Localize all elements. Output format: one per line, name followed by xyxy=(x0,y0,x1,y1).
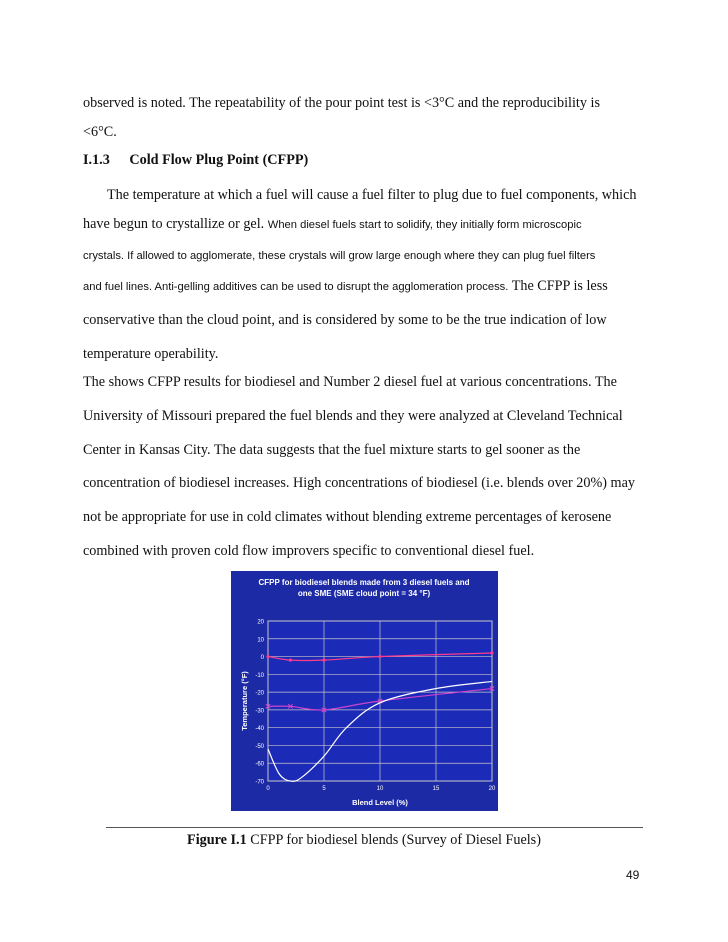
body-line-5-serif: have begun to crystallize or gel. xyxy=(83,216,265,232)
y-tick-label: -40 xyxy=(255,726,264,733)
body-line-5-sans: When diesel fuels start to solidify, they initially form microscopic xyxy=(267,219,582,231)
y-tick-label: -30 xyxy=(255,708,264,715)
series-1-point xyxy=(490,651,493,654)
x-tick-label: 20 xyxy=(488,786,496,792)
body-line-7-sans: and fuel lines. Anti-gelling additives can be used to disrupt the agglomeration process. xyxy=(83,281,509,293)
section-title: Cold Flow Plug Point (CFPP) xyxy=(129,152,309,168)
x-tick-label: 15 xyxy=(432,786,440,792)
section-heading xyxy=(83,151,308,169)
y-tick-label: -10 xyxy=(255,672,264,679)
figure-caption xyxy=(0,832,728,849)
series-1-point xyxy=(266,655,269,658)
y-tick-label: -20 xyxy=(255,690,264,697)
series-1-point xyxy=(378,655,381,658)
section-number: I.1.3 xyxy=(83,152,110,168)
body-line-4: The temperature at which a fuel will cause a fuel filter to plug due to fuel components, which xyxy=(107,187,637,203)
page-number: 49 xyxy=(626,868,640,882)
body-line-6: crystals. If allowed to agglomerate, these crystals will grow large enough where they can plug fuel filters xyxy=(83,250,596,262)
body-line-7 xyxy=(83,277,608,296)
x-tick-label: 10 xyxy=(376,786,384,792)
x-tick-label: 5 xyxy=(322,786,326,792)
y-tick-label: 10 xyxy=(257,637,264,644)
body-line-1: observed is noted. The repeatability of the pour point test is <3°C and the reproducibility is xyxy=(83,95,600,111)
y-axis-label: Temperature (°F) xyxy=(240,671,249,731)
chart-title-line-2: one SME (SME cloud point = 34 °F) xyxy=(297,589,431,598)
body-line-2: <6°C. xyxy=(83,124,117,140)
y-tick-label: -60 xyxy=(255,761,264,768)
body-line-15: combined with proven cold flow improvers specific to conventional diesel fuel. xyxy=(83,543,535,559)
body-line-10: The shows CFPP results for biodiesel and Number 2 diesel fuel at various concentrations. The xyxy=(83,374,617,390)
body-line-12: Center in Kansas City. The data suggests that the fuel mixture starts to gel sooner as the xyxy=(83,442,581,458)
body-line-7-serif: The CFPP is less xyxy=(511,278,608,294)
series-1-point xyxy=(289,659,292,662)
series-1-point xyxy=(322,659,325,662)
y-tick-label: -70 xyxy=(255,779,264,786)
body-line-5 xyxy=(83,215,582,234)
x-axis-label: Blend Level (%) xyxy=(352,798,408,807)
figure-label: Figure I.1 xyxy=(187,832,247,848)
cfpp-chart xyxy=(231,571,498,811)
body-line-11: University of Missouri prepared the fuel blends and they were analyzed at Cleveland Technical xyxy=(83,408,623,424)
x-tick-label: 0 xyxy=(266,786,270,792)
y-tick-label: 0 xyxy=(260,655,264,662)
body-line-13: concentration of biodiesel increases. High concentrations of biodiesel (i.e. blends over 20%) may xyxy=(83,475,635,491)
figure-caption-text: CFPP for biodiesel blends (Survey of Diesel Fuels) xyxy=(250,832,541,848)
body-line-8: conservative than the cloud point, and is considered by some to be the true indication of low xyxy=(83,312,607,328)
chart-title-line-1: CFPP for biodiesel blends made from 3 diesel fuels and xyxy=(258,578,470,587)
y-tick-label: 20 xyxy=(257,619,264,626)
body-line-9: temperature operability. xyxy=(83,346,219,362)
caption-rule xyxy=(106,827,643,828)
y-tick-label: -50 xyxy=(255,743,264,750)
body-line-14: not be appropriate for use in cold climates without blending extreme percentages of kerosene xyxy=(83,509,612,525)
